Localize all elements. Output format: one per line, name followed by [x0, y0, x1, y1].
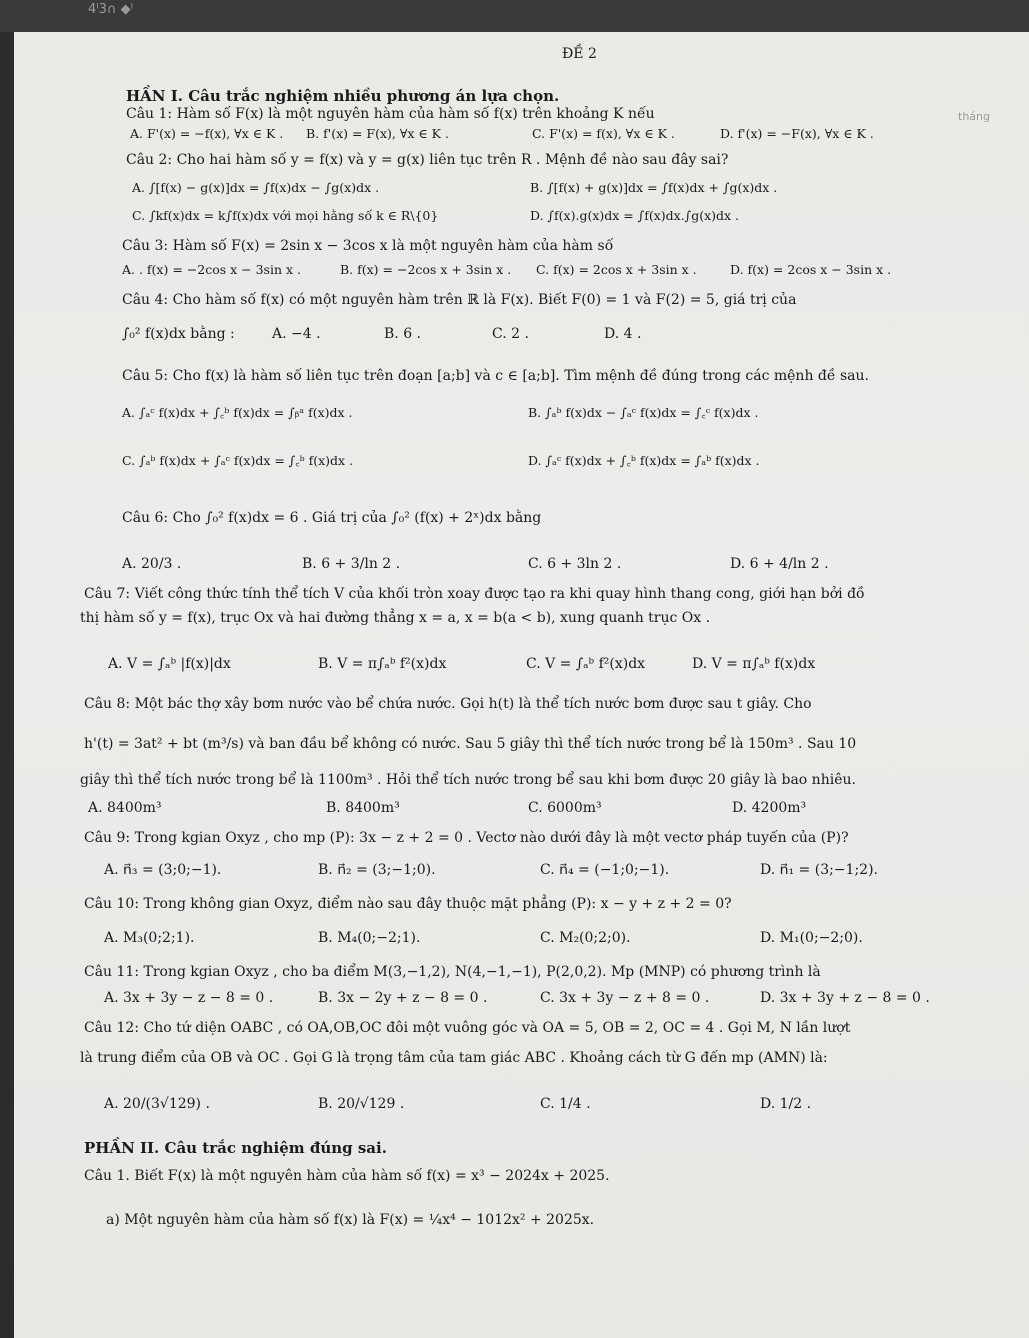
q6-text: Câu 6: Cho ∫₀² f(x)dx = 6 . Giá trị của ∫₀² (f(x) + 2ˣ)dx bằng: [122, 510, 542, 526]
q2-option-c: C. ∫kf(x)dx = k∫f(x)dx với mọi hằng số k ∈ R\{0}: [132, 208, 439, 223]
q10-text: Câu 10: Trong không gian Oxyz, điểm nào sau đây thuộc mặt phẳng (P): x − y + z + 2 = 0?: [84, 896, 732, 912]
q2-option-a: A. ∫[f(x) − g(x)]dx = ∫f(x)dx − ∫g(x)dx .: [132, 180, 380, 195]
part2-title: PHẦN II. Câu trắc nghiệm đúng sai.: [84, 1139, 387, 1157]
q12-option-b: B. 20/√129 .: [318, 1096, 405, 1112]
q12-option-c: C. 1/4 .: [540, 1096, 591, 1112]
q1-option-a: A. F'(x) = −f(x), ∀x ∈ K .: [130, 126, 284, 141]
q8-option-c: C. 6000m³: [528, 800, 602, 816]
q5-option-d: D. ∫ₐᶜ f(x)dx + ∫꜀ᵇ f(x)dx = ∫ₐᵇ f(x)dx .: [528, 453, 760, 468]
q1-option-d: D. f'(x) = −F(x), ∀x ∈ K .: [720, 126, 874, 141]
margin-note: tháng: [958, 110, 990, 123]
q8-option-b: B. 8400m³: [326, 800, 400, 816]
q9-option-a: A. n⃗₃ = (3;0;−1).: [104, 862, 222, 878]
q8-text: Câu 8: Một bác thợ xây bơm nước vào bể chứa nước. Gọi h(t) là thể tích nước bơm được sau t giây. Cho: [84, 696, 812, 712]
q1-option-b: B. f'(x) = F(x), ∀x ∈ K .: [306, 126, 449, 141]
p2-q1-text: Câu 1. Biết F(x) là một nguyên hàm của hàm số f(x) = x³ − 2024x + 2025.: [84, 1168, 610, 1184]
q6-option-c: C. 6 + 3ln 2 .: [528, 556, 622, 572]
q10-option-c: C. M₂(0;2;0).: [540, 930, 631, 946]
q4-option-d: D. 4 .: [604, 326, 642, 342]
part1-title: HẦN I. Câu trắc nghiệm nhiều phương án lựa chọn.: [126, 87, 560, 105]
q9-option-b: B. n⃗₂ = (3;−1;0).: [318, 862, 436, 878]
q11-option-d: D. 3x + 3y + z − 8 = 0 .: [760, 990, 930, 1006]
q3-text: Câu 3: Hàm số F(x) = 2sin x − 3cos x là một nguyên hàm của hàm số: [122, 238, 614, 254]
q12-text-2: là trung điểm của OB và OC . Gọi G là trọng tâm của tam giác ABC . Khoảng cách từ G đến mp (AMN) là:: [80, 1050, 828, 1066]
q4-text-2: ∫₀² f(x)dx bằng :: [122, 326, 235, 342]
q11-option-b: B. 3x − 2y + z − 8 = 0 .: [318, 990, 488, 1006]
q8-text-2: h'(t) = 3at² + bt (m³/s) và ban đầu bể không có nước. Sau 5 giây thì thể tích nước trong bể là 150m³ . Sau 10: [84, 736, 857, 752]
q3-option-c: C. f(x) = 2cos x + 3sin x .: [536, 262, 697, 277]
top-handwriting: 4ᴵ3∩ ◆ᴵ: [88, 2, 134, 17]
q11-text: Câu 11: Trong kgian Oxyz , cho ba điểm M(3,−1,2), N(4,−1,−1), P(2,0,2). Mp (MNP) có phương trình là: [84, 964, 821, 980]
q7-option-a: A. V = ∫ₐᵇ |f(x)|dx: [108, 656, 231, 672]
q7-text-2: thị hàm số y = f(x), trục Ox và hai đường thẳng x = a, x = b(a < b), xung quanh trục Ox .: [80, 610, 711, 626]
q10-option-d: D. M₁(0;−2;0).: [760, 930, 863, 946]
q1-option-c: C. F'(x) = f(x), ∀x ∈ K .: [532, 126, 675, 141]
q3-option-b: B. f(x) = −2cos x + 3sin x .: [340, 262, 512, 277]
q4-option-a: A. −4 .: [272, 326, 321, 342]
q6-option-b: B. 6 + 3/ln 2 .: [302, 556, 401, 572]
q10-option-a: A. M₃(0;2;1).: [104, 930, 195, 946]
q5-option-b: B. ∫ₐᵇ f(x)dx − ∫ₐᶜ f(x)dx = ∫꜀ᶜ f(x)dx .: [528, 405, 759, 420]
q8-option-a: A. 8400m³: [88, 800, 162, 816]
q7-option-c: C. V = ∫ₐᵇ f²(x)dx: [526, 656, 646, 672]
q8-text-3: giây thì thể tích nước trong bể là 1100m³ . Hỏi thể tích nước trong bể sau khi bơm được 20 giây là bao nhiêu.: [80, 772, 856, 788]
q5-option-c: C. ∫ₐᵇ f(x)dx + ∫ₐᶜ f(x)dx = ∫꜀ᵇ f(x)dx .: [122, 453, 354, 468]
q10-option-b: B. M₄(0;−2;1).: [318, 930, 421, 946]
photo-top-edge: [0, 0, 1029, 32]
q3-option-d: D. f(x) = 2cos x − 3sin x .: [730, 262, 892, 277]
q6-option-a: A. 20/3 .: [122, 556, 182, 572]
q12-option-d: D. 1/2 .: [760, 1096, 812, 1112]
q4-option-b: B. 6 .: [384, 326, 421, 342]
q9-text: Câu 9: Trong kgian Oxyz , cho mp (P): 3x − z + 2 = 0 . Vectơ nào dưới đây là một vectơ pháp tuyến của (P)?: [84, 830, 849, 846]
q1-text: Câu 1: Hàm số F(x) là một nguyên hàm của hàm số f(x) trên khoảng K nếu: [126, 106, 655, 122]
q9-option-d: D. n⃗₁ = (3;−1;2).: [760, 862, 879, 878]
q12-text: Câu 12: Cho tứ diện OABC , có OA,OB,OC đôi một vuông góc và OA = 5, OB = 2, OC = 4 . Gọi M, N lần lượt: [84, 1020, 851, 1036]
q2-option-d: D. ∫f(x).g(x)dx = ∫f(x)dx.∫g(x)dx .: [530, 208, 739, 223]
q7-text: Câu 7: Viết công thức tính thể tích V của khối tròn xoay được tạo ra khi quay hình thang cong, giới hạn bởi đồ: [84, 586, 865, 602]
q6-option-d: D. 6 + 4/ln 2 .: [730, 556, 829, 572]
q8-option-d: D. 4200m³: [732, 800, 807, 816]
q12-option-a: A. 20/(3√129) .: [104, 1096, 210, 1112]
q11-option-c: C. 3x + 3y − z + 8 = 0 .: [540, 990, 710, 1006]
q11-option-a: A. 3x + 3y − z − 8 = 0 .: [104, 990, 274, 1006]
q4-option-c: C. 2 .: [492, 326, 529, 342]
q4-text: Câu 4: Cho hàm số f(x) có một nguyên hàm trên ℝ là F(x). Biết F(0) = 1 và F(2) = 5, giá trị của: [122, 292, 797, 308]
exam-code: ĐỀ 2: [562, 46, 597, 62]
q5-option-a: A. ∫ₐᶜ f(x)dx + ∫꜀ᵇ f(x)dx = ∫ᵦᵃ f(x)dx .: [122, 405, 353, 420]
p2-q1-statement-a: a) Một nguyên hàm của hàm số f(x) là F(x) = ¼x⁴ − 1012x² + 2025x.: [106, 1212, 595, 1228]
q2-option-b: B. ∫[f(x) + g(x)]dx = ∫f(x)dx + ∫g(x)dx .: [530, 180, 778, 195]
q9-option-c: C. n⃗₄ = (−1;0;−1).: [540, 862, 670, 878]
q5-text: Câu 5: Cho f(x) là hàm số liên tục trên đoạn [a;b] và c ∈ [a;b]. Tìm mệnh đề đúng trong các mệnh đề sau.: [122, 368, 869, 384]
q7-option-b: B. V = π∫ₐᵇ f²(x)dx: [318, 656, 447, 672]
q2-text: Câu 2: Cho hai hàm số y = f(x) và y = g(x) liên tục trên R . Mệnh đề nào sau đây sai?: [126, 152, 729, 168]
q3-option-a: A. . f(x) = −2cos x − 3sin x .: [122, 262, 301, 277]
q7-option-d: D. V = π∫ₐᵇ f(x)dx: [692, 656, 816, 672]
